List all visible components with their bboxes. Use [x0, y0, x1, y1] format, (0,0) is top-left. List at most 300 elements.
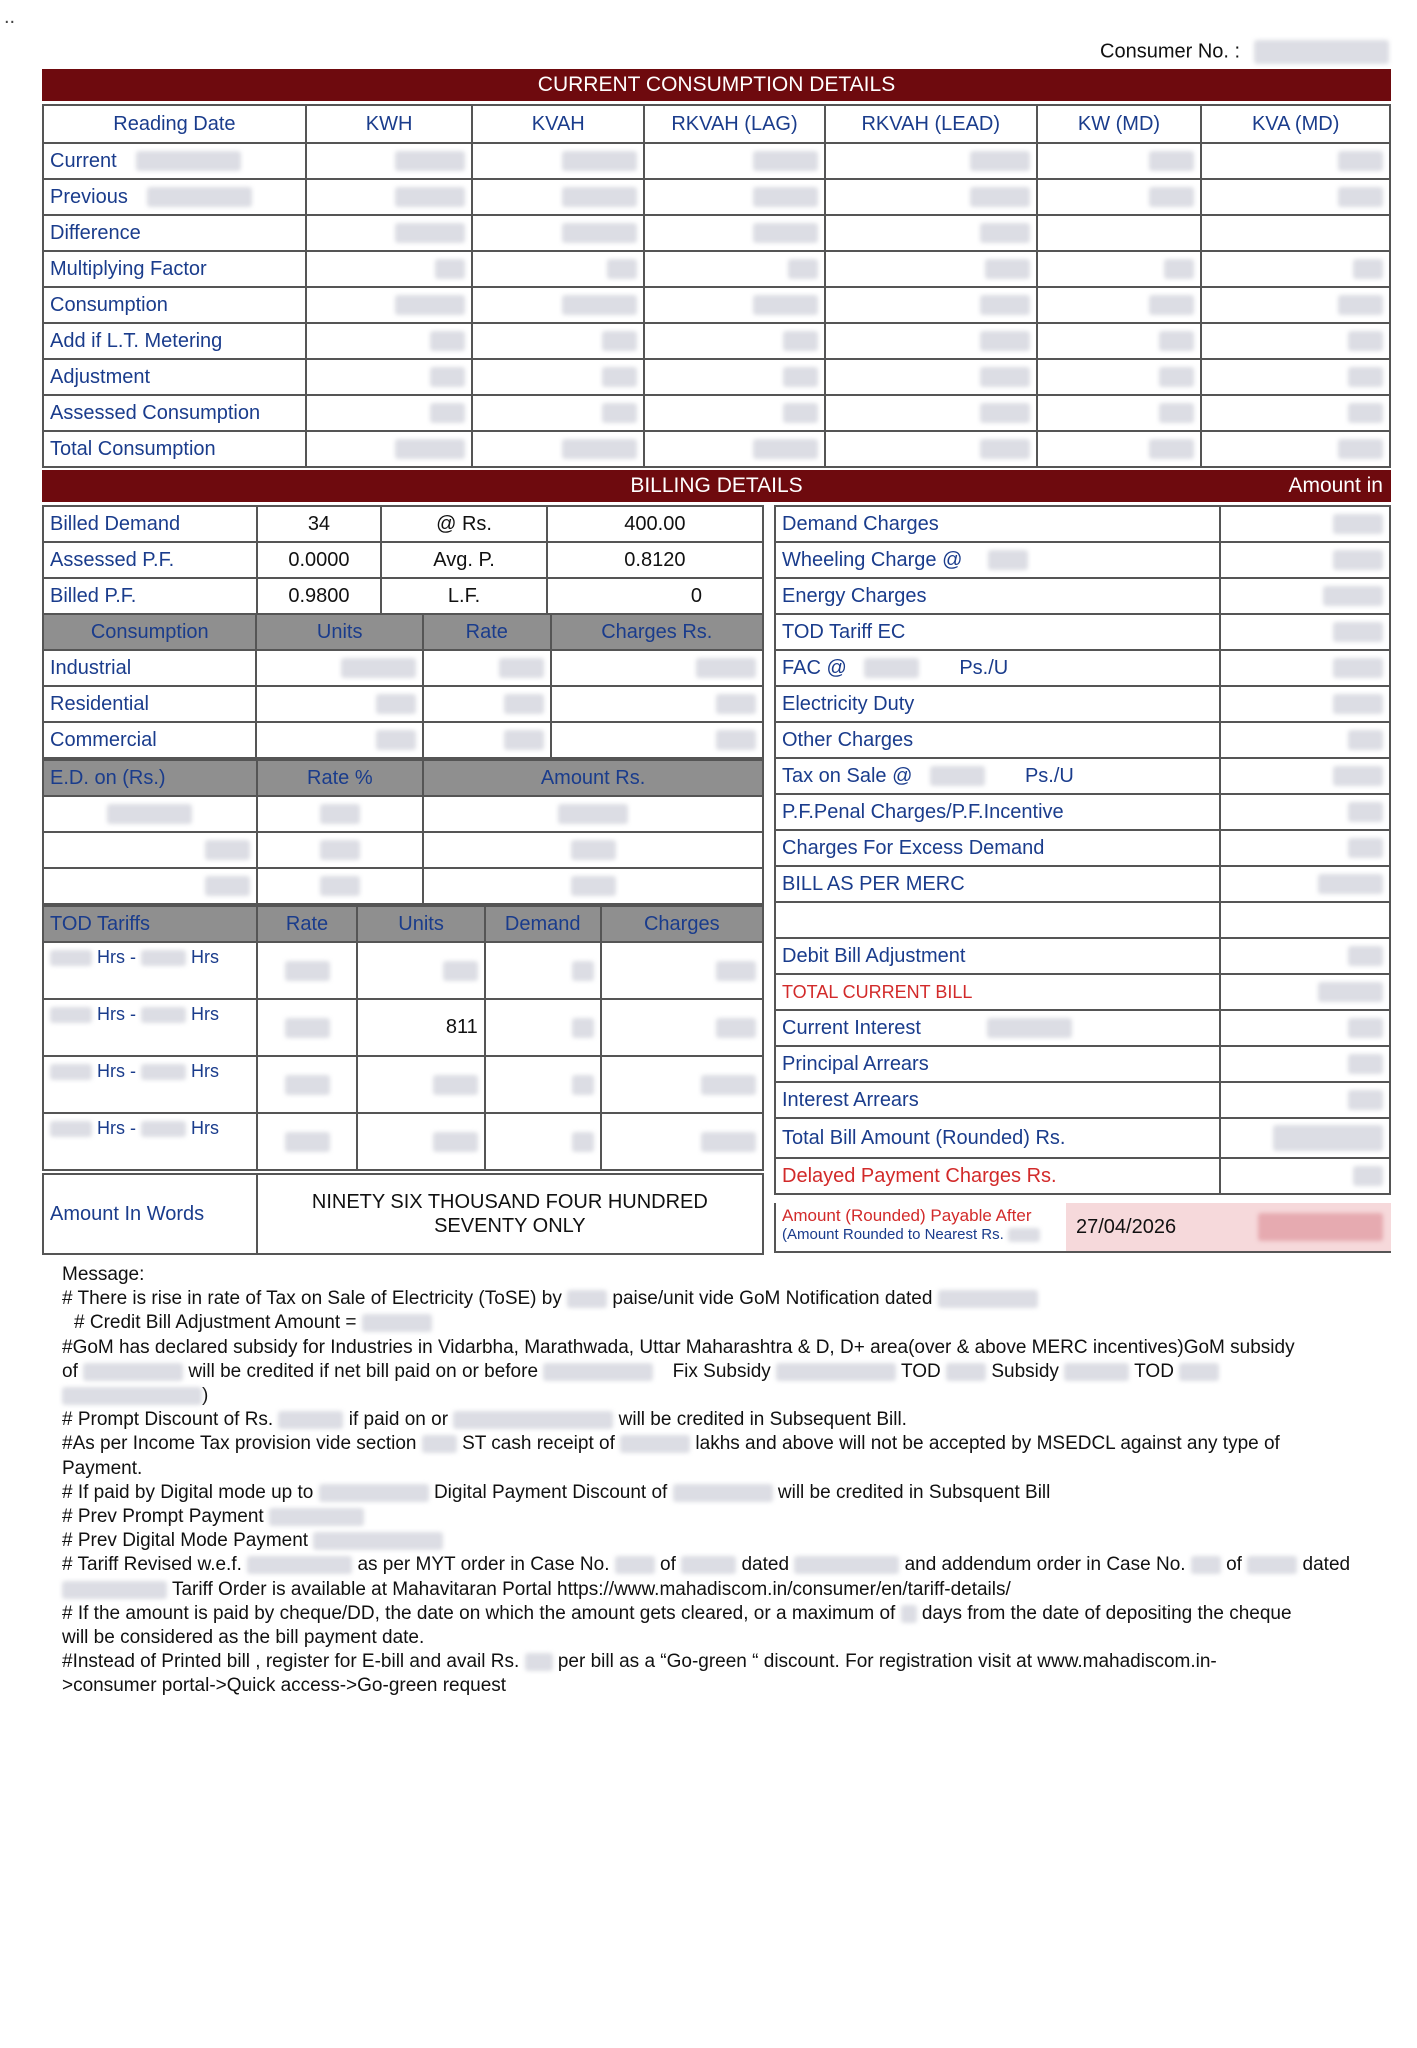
hrs-label: Hrs	[191, 1118, 220, 1138]
redacted-value	[435, 259, 465, 279]
table-row	[43, 395, 1390, 431]
total-bill-rounded-label: Total Bill Amount (Rounded) Rs.	[775, 1118, 1220, 1158]
redacted-value	[50, 1007, 92, 1023]
redacted-value	[673, 1484, 773, 1502]
category-header-row	[43, 614, 763, 650]
ed-header-row	[43, 760, 763, 796]
redacted-value	[572, 1075, 594, 1095]
redacted-value	[525, 1653, 553, 1671]
billing-banner	[42, 470, 1391, 502]
payable-after-row	[774, 1203, 1391, 1253]
message-line: #GoM has declared subsidy for Industries in Vidarbha, Marathwada, Uttar Maharashtra & D, D+ area(over & above MERC incentives)GoM subsidy	[62, 1336, 1295, 1358]
message-text: # Tariff Revised w.e.f.	[62, 1554, 242, 1576]
redacted-value	[696, 658, 756, 678]
redacted-value	[107, 804, 192, 824]
redacted-value	[136, 151, 241, 171]
message-text: Tariff Order is available at Mahavitaran Portal https://www.mahadiscom.in/consumer/en/tariff-details/	[171, 1578, 1011, 1600]
redacted-value	[1348, 1054, 1383, 1074]
redacted-value	[753, 223, 818, 243]
redacted-value	[901, 1605, 917, 1623]
table-row	[775, 938, 1390, 974]
table-row	[43, 942, 763, 999]
message-text: Digital Payment Discount of	[433, 1481, 668, 1503]
redacted-value	[1333, 550, 1383, 570]
redacted-value	[443, 961, 478, 981]
redacted-value	[753, 439, 818, 459]
message-text: Fix Subsidy	[672, 1360, 771, 1382]
message-line: >consumer portal->Quick access->Go-green request	[62, 1675, 507, 1697]
billed-demand-value: 34	[257, 506, 382, 542]
message-line	[62, 1481, 1407, 1505]
message-text: )	[202, 1385, 209, 1407]
col-rkvah-lag: RKVAH (LAG)	[644, 105, 825, 143]
table-row	[43, 323, 1390, 359]
row-label: Consumption	[43, 287, 306, 323]
redacted-value	[716, 730, 756, 750]
redacted-value	[572, 1132, 594, 1152]
wheeling-charge-label: Wheeling Charge @	[782, 548, 963, 571]
table-row	[43, 251, 1390, 287]
redacted-value	[1348, 403, 1383, 423]
col-tod-demand: Demand	[485, 906, 601, 942]
redacted-value	[716, 961, 756, 981]
table-row	[43, 832, 763, 868]
redacted-value	[1323, 586, 1383, 606]
table-row	[43, 287, 1390, 323]
redacted-value	[430, 367, 465, 387]
message-text: # Prev Prompt Payment	[62, 1506, 264, 1528]
electricity-duty-label: Electricity Duty	[775, 686, 1220, 722]
redacted-value	[141, 1121, 186, 1137]
message-line	[62, 1384, 1407, 1408]
other-charges-label: Other Charges	[775, 722, 1220, 758]
redacted-value	[1353, 1166, 1383, 1186]
redacted-value	[1247, 1556, 1297, 1574]
message-line	[62, 1408, 1407, 1432]
col-kw-md: KW (MD)	[1037, 105, 1202, 143]
message-text: paise/unit vide GoM Notification dated	[612, 1288, 933, 1310]
row-label: Previous	[50, 185, 128, 208]
message-text: as per MYT order in Case No.	[357, 1554, 610, 1576]
tod-tariff-ec-label: TOD Tariff EC	[775, 614, 1220, 650]
col-rate-pct: Rate %	[257, 760, 424, 796]
redacted-value	[141, 950, 186, 966]
col-amount: Amount Rs.	[423, 760, 763, 796]
redacted-consumer-number	[1254, 40, 1389, 64]
redacted-value	[1348, 946, 1383, 966]
row-label: Multiplying Factor	[43, 251, 306, 287]
excess-demand-label: Charges For Excess Demand	[775, 830, 1220, 866]
redacted-value	[1191, 1556, 1221, 1574]
table-row	[775, 1046, 1390, 1082]
consumption-table	[42, 104, 1391, 468]
message-text: days from the date of depositing the cheque	[921, 1602, 1292, 1624]
category-label: Industrial	[43, 650, 256, 686]
billing-banner-title: BILLING DETAILS	[630, 474, 803, 497]
redacted-value	[1338, 295, 1383, 315]
table-row	[775, 830, 1390, 866]
category-table	[42, 613, 764, 759]
hrs-label: Hrs -	[97, 947, 137, 967]
hrs-label: Hrs -	[97, 1061, 137, 1081]
redacted-value	[433, 1132, 478, 1152]
message-line: will be considered as the bill payment date.	[62, 1627, 425, 1649]
category-label: Residential	[43, 686, 256, 722]
redacted-value	[504, 694, 544, 714]
redacted-value	[562, 187, 637, 207]
table-row	[43, 143, 1390, 179]
table-row	[43, 1056, 763, 1113]
redacted-value	[1348, 730, 1383, 750]
message-text: TOD	[1134, 1360, 1174, 1382]
table-row	[775, 650, 1390, 686]
message-text: Subsidy	[991, 1360, 1059, 1382]
redacted-value	[395, 295, 465, 315]
at-rs-label: @ Rs.	[381, 506, 546, 542]
payable-after-date: 27/04/2026	[1076, 1216, 1177, 1238]
message-line	[62, 1650, 1407, 1674]
consumption-header-row	[43, 105, 1390, 143]
redacted-value	[285, 1075, 330, 1095]
fac-label: FAC @	[782, 656, 847, 679]
message-text: of	[1226, 1554, 1242, 1576]
redacted-value	[1348, 1090, 1383, 1110]
message-line	[62, 1432, 1407, 1456]
redacted-value	[602, 331, 637, 351]
message-text: # If the amount is paid by cheque/DD, the date on which the amount gets cleared, or a maximum of	[62, 1602, 896, 1624]
redacted-value	[430, 403, 465, 423]
table-row	[43, 179, 1390, 215]
redacted-value	[1318, 874, 1383, 894]
redacted-value	[1149, 439, 1194, 459]
redacted-value	[278, 1411, 343, 1429]
redacted-value	[701, 1132, 756, 1152]
redacted-value	[147, 187, 252, 207]
col-units: Units	[256, 614, 423, 650]
dots-marker: ..	[4, 6, 16, 28]
table-row	[775, 578, 1390, 614]
message-line	[62, 1311, 1407, 1335]
redacted-value	[985, 259, 1030, 279]
table-row	[775, 1082, 1390, 1118]
col-rate: Rate	[423, 614, 551, 650]
table-row	[43, 215, 1390, 251]
redacted-value	[543, 1363, 653, 1381]
redacted-value	[1333, 622, 1383, 642]
redacted-value	[1159, 403, 1194, 423]
redacted-value	[433, 1075, 478, 1095]
table-row	[43, 868, 763, 904]
redacted-value	[1149, 295, 1194, 315]
table-row	[43, 1113, 763, 1170]
tax-on-sale-label: Tax on Sale @	[782, 764, 913, 787]
redacted-value	[319, 1484, 429, 1502]
message-line	[62, 1505, 1407, 1529]
redacted-value	[753, 295, 818, 315]
redacted-value	[1149, 151, 1194, 171]
redacted-value	[341, 658, 416, 678]
redacted-value	[1353, 259, 1383, 279]
redacted-value	[247, 1556, 352, 1574]
redacted-value	[567, 1290, 607, 1308]
redacted-value	[1333, 766, 1383, 786]
table-row	[775, 1118, 1390, 1158]
redacted-value	[362, 1314, 432, 1332]
rounded-note: (Amount Rounded to Nearest Rs.	[782, 1226, 1004, 1243]
col-kva-md: KVA (MD)	[1201, 105, 1390, 143]
charges-table	[774, 505, 1391, 1195]
assessed-pf-label: Assessed P.F.	[43, 542, 257, 578]
energy-charges-label: Energy Charges	[775, 578, 1220, 614]
billed-pf-label: Billed P.F.	[43, 578, 257, 614]
table-row	[43, 650, 763, 686]
row-label: Assessed Consumption	[43, 395, 306, 431]
redacted-value	[395, 187, 465, 207]
message-text: will be credited if net bill paid on or before	[188, 1360, 539, 1382]
redacted-value	[788, 259, 818, 279]
redacted-value	[946, 1363, 986, 1381]
redacted-value	[980, 295, 1030, 315]
hrs-label: Hrs	[191, 1004, 220, 1024]
assessed-pf-value: 0.0000	[257, 542, 382, 578]
redacted-value	[1333, 694, 1383, 714]
redacted-value	[980, 439, 1030, 459]
demand-rate-value: 400.00	[547, 506, 763, 542]
row-label: Adjustment	[43, 359, 306, 395]
message-text: ST cash receipt of	[462, 1433, 615, 1455]
hrs-label: Hrs	[191, 1061, 220, 1081]
redacted-value	[783, 331, 818, 351]
consumption-banner	[42, 69, 1391, 101]
avg-p-label: Avg. P.	[381, 542, 546, 578]
hrs-label: Hrs -	[97, 1118, 137, 1138]
total-current-bill-label: TOTAL CURRENT BILL	[775, 974, 1220, 1010]
message-text: if paid on or	[348, 1409, 449, 1431]
message-text: and addendum order in Case No.	[904, 1554, 1186, 1576]
hrs-label: Hrs -	[97, 1004, 137, 1024]
redacted-value	[205, 840, 250, 860]
message-title: Message:	[62, 1264, 145, 1285]
table-row	[43, 796, 763, 832]
redacted-value	[1008, 1228, 1040, 1242]
redacted-value	[783, 403, 818, 423]
consumer-number-label: Consumer No. :	[1100, 40, 1241, 63]
redacted-value	[776, 1363, 896, 1381]
redacted-value	[1159, 331, 1194, 351]
table-row	[775, 1010, 1390, 1046]
table-row	[43, 431, 1390, 467]
table-row	[775, 974, 1390, 1010]
redacted-value	[562, 439, 637, 459]
redacted-value	[571, 840, 616, 860]
redacted-value	[1338, 151, 1383, 171]
table-row	[775, 866, 1390, 902]
redacted-value	[970, 151, 1030, 171]
table-row	[43, 506, 763, 542]
redacted-value	[499, 658, 544, 678]
message-line	[62, 1529, 1407, 1553]
redacted-value	[320, 804, 360, 824]
redacted-value	[313, 1532, 443, 1550]
redacted-value	[285, 1132, 330, 1152]
redacted-value	[285, 961, 330, 981]
redacted-value	[1348, 838, 1383, 858]
redacted-value	[395, 439, 465, 459]
message-text: # Credit Bill Adjustment Amount =	[74, 1312, 357, 1334]
redacted-value	[970, 187, 1030, 207]
redacted-value	[753, 151, 818, 171]
table-row	[43, 359, 1390, 395]
demand-charges-label: Demand Charges	[775, 506, 1220, 542]
row-label: Total Consumption	[43, 431, 306, 467]
redacted-value	[50, 950, 92, 966]
amount-words-value: NINETY SIX THOUSAND FOUR HUNDRED SEVENTY ONLY	[257, 1174, 763, 1254]
redacted-value	[1348, 802, 1383, 822]
redacted-value	[1338, 439, 1383, 459]
redacted-value	[716, 694, 756, 714]
redacted-value	[269, 1508, 364, 1526]
row-label: Current	[50, 149, 117, 172]
delayed-payment-label: Delayed Payment Charges Rs.	[775, 1158, 1220, 1194]
hrs-label: Hrs	[191, 947, 220, 967]
redacted-value	[753, 187, 818, 207]
redacted-value	[504, 730, 544, 750]
consumption-banner-title: CURRENT CONSUMPTION DETAILS	[537, 73, 896, 96]
redacted-value	[938, 1290, 1038, 1308]
redacted-value	[141, 1007, 186, 1023]
redacted-value	[285, 1018, 330, 1038]
tod-table	[42, 905, 764, 1171]
message-text: #Instead of Printed bill , register for E-bill and avail Rs.	[62, 1651, 520, 1673]
redacted-value	[395, 151, 465, 171]
redacted-value	[980, 331, 1030, 351]
redacted-value	[572, 961, 594, 981]
col-ed-on: E.D. on (Rs.)	[43, 760, 257, 796]
redacted-value	[50, 1121, 92, 1137]
redacted-value	[1149, 187, 1194, 207]
redacted-value	[50, 1064, 92, 1080]
redacted-value	[376, 730, 416, 750]
message-text: will be credited in Subsquent Bill	[777, 1481, 1051, 1503]
redacted-value	[62, 1581, 167, 1599]
message-section	[62, 1263, 1407, 1699]
billed-demand-label: Billed Demand	[43, 506, 257, 542]
table-row	[43, 542, 763, 578]
avg-p-value: 0.8120	[547, 542, 763, 578]
redacted-value	[205, 876, 250, 896]
consumer-number	[1100, 40, 1389, 64]
principal-arrears-label: Principal Arrears	[775, 1046, 1220, 1082]
table-row	[43, 578, 763, 614]
message-text: # If paid by Digital mode up to	[62, 1481, 314, 1503]
table-row	[43, 1174, 763, 1254]
message-text: # Prev Digital Mode Payment	[62, 1530, 309, 1552]
redacted-value	[980, 403, 1030, 423]
tod-header-row	[43, 906, 763, 942]
redacted-value	[62, 1387, 202, 1405]
redacted-value	[988, 550, 1028, 570]
col-kvah: KVAH	[472, 105, 644, 143]
table-row	[43, 999, 763, 1056]
demand-pf-table	[42, 505, 764, 615]
billed-pf-value: 0.9800	[257, 578, 382, 614]
amount-words-label: Amount In Words	[43, 1174, 257, 1254]
table-row	[43, 686, 763, 722]
message-text: # There is rise in rate of Tax on Sale of Electricity (ToSE) by	[62, 1288, 562, 1310]
table-row	[775, 542, 1390, 578]
redacted-value	[1348, 331, 1383, 351]
redacted-value	[453, 1411, 613, 1429]
redacted-value	[1159, 367, 1194, 387]
redacted-value	[562, 151, 637, 171]
redacted-value	[794, 1556, 899, 1574]
redacted-value	[681, 1556, 736, 1574]
col-consumption: Consumption	[43, 614, 256, 650]
redacted-value	[558, 804, 628, 824]
col-charges: Charges Rs.	[551, 614, 763, 650]
message-line	[62, 1578, 1407, 1602]
table-row	[775, 758, 1390, 794]
redacted-value	[376, 694, 416, 714]
redacted-value	[607, 259, 637, 279]
message-text: dated	[1302, 1554, 1351, 1576]
amount-words-table	[42, 1173, 764, 1255]
redacted-value	[783, 367, 818, 387]
message-text: TOD	[901, 1360, 941, 1382]
pf-penal-label: P.F.Penal Charges/P.F.Incentive	[775, 794, 1220, 830]
redacted-value	[1348, 1018, 1383, 1038]
amount-in-label: Amount in	[1288, 474, 1383, 497]
col-rkvah-lead: RKVAH (LEAD)	[825, 105, 1037, 143]
bill-as-per-merc-label: BILL AS PER MERC	[775, 866, 1220, 902]
redacted-value	[562, 223, 637, 243]
current-interest-label: Current Interest	[782, 1016, 921, 1039]
table-row	[43, 722, 763, 758]
tod-units-value: 811	[357, 999, 484, 1056]
redacted-value	[716, 1018, 756, 1038]
message-line: Payment.	[62, 1457, 143, 1479]
category-label: Commercial	[43, 722, 256, 758]
redacted-value	[395, 223, 465, 243]
redacted-value	[430, 331, 465, 351]
redacted-value	[602, 367, 637, 387]
redacted-value	[320, 840, 360, 860]
message-text: per bill as a “Go-green “ discount. For registration visit at www.mahadiscom.in-	[557, 1651, 1217, 1673]
redacted-value	[1179, 1363, 1219, 1381]
ed-table	[42, 759, 764, 905]
col-tod-rate: Rate	[257, 906, 358, 942]
ps-u-label: Ps./U	[959, 656, 1009, 679]
row-label: Add if L.T. Metering	[43, 323, 306, 359]
redacted-value	[701, 1075, 756, 1095]
table-row	[775, 506, 1390, 542]
interest-arrears-label: Interest Arrears	[775, 1082, 1220, 1118]
redacted-value	[1258, 1213, 1383, 1241]
redacted-value	[141, 1064, 186, 1080]
message-text: #As per Income Tax provision vide section	[62, 1433, 417, 1455]
lf-value: 0	[547, 578, 763, 614]
message-line	[62, 1602, 1407, 1626]
col-kwh: KWH	[306, 105, 473, 143]
redacted-value	[1333, 514, 1383, 534]
redacted-value	[571, 876, 616, 896]
payable-after-label: Amount (Rounded) Payable After	[782, 1206, 1032, 1225]
redacted-value	[83, 1363, 183, 1381]
redacted-value	[1273, 1125, 1383, 1151]
col-tod-units: Units	[357, 906, 484, 942]
message-line	[62, 1553, 1407, 1577]
row-label: Difference	[43, 215, 306, 251]
